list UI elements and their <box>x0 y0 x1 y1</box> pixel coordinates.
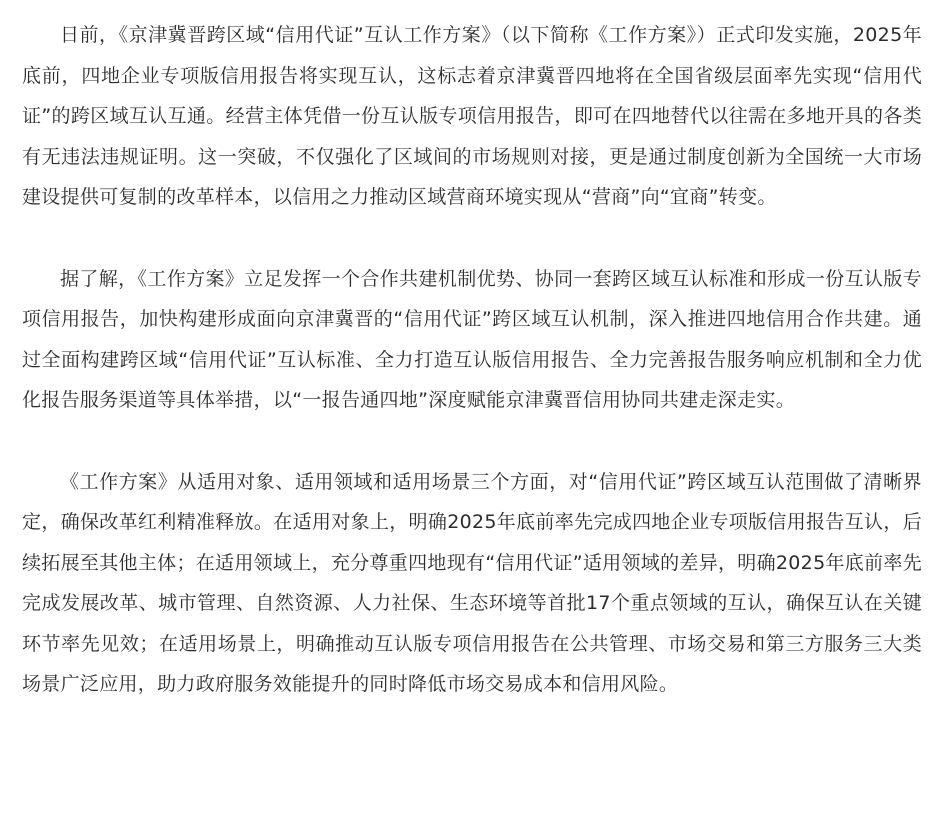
paragraph-1: 日前，《京津冀晋跨区域“信用代证”互认工作方案》（以下简称《工作方案》）正式印发实施，2025年底前，四地企业专项版信用报告将实现互认，这标志着京津冀晋四地将在全国省级层面率先实现“信用代证”的跨区域互认互通。经营主体凭借一份互认版专项信用报告，即可在四地替代以往需在多地开具的各类有无违法违规证明。这一突破，不仅强化了区域间的市场规则对接，更是通过制度创新为全国统一大市场建设提供可复制的改革样本，以信用之力推动区域营商环境实现从“营商”向“宜商”转变。 <box>22 24 922 208</box>
article-body <box>22 15 922 705</box>
paragraph-spacer <box>22 218 922 259</box>
paragraph-spacer <box>22 421 922 462</box>
paragraph-3: 《工作方案》从适用对象、适用领域和适用场景三个方面，对“信用代证”跨区域互认范围做了清晰界定，确保改革红利精准释放。在适用对象上，明确2025年底前率先完成四地企业专项版信用报告互认，后续拓展至其他主体；在适用领域上，充分尊重四地现有“信用代证”适用领域的差异，明确2025年底前率先完成发展改革、城市管理、自然资源、人力社保、生态环境等首批17个重点领域的互认，确保互认在关键环节率先见效；在适用场景上，明确推动互认版专项信用报告在公共管理、市场交易和第三方服务三大类场景广泛应用，助力政府服务效能提升的同时降低市场交易成本和信用风险。 <box>22 470 922 695</box>
paragraph-2: 据了解，《工作方案》立足发挥一个合作共建机制优势、协同一套跨区域互认标准和形成一份互认版专项信用报告，加快构建形成面向京津冀晋的“信用代证”跨区域互认机制，深入推进四地信用合作共建。通过全面构建跨区域“信用代证”互认标准、全力打造互认版信用报告、全力完善报告服务响应机制和全力优化报告服务渠道等具体举措，以“一报告通四地”深度赋能京津冀晋信用协同共建走深走实。 <box>22 267 922 411</box>
